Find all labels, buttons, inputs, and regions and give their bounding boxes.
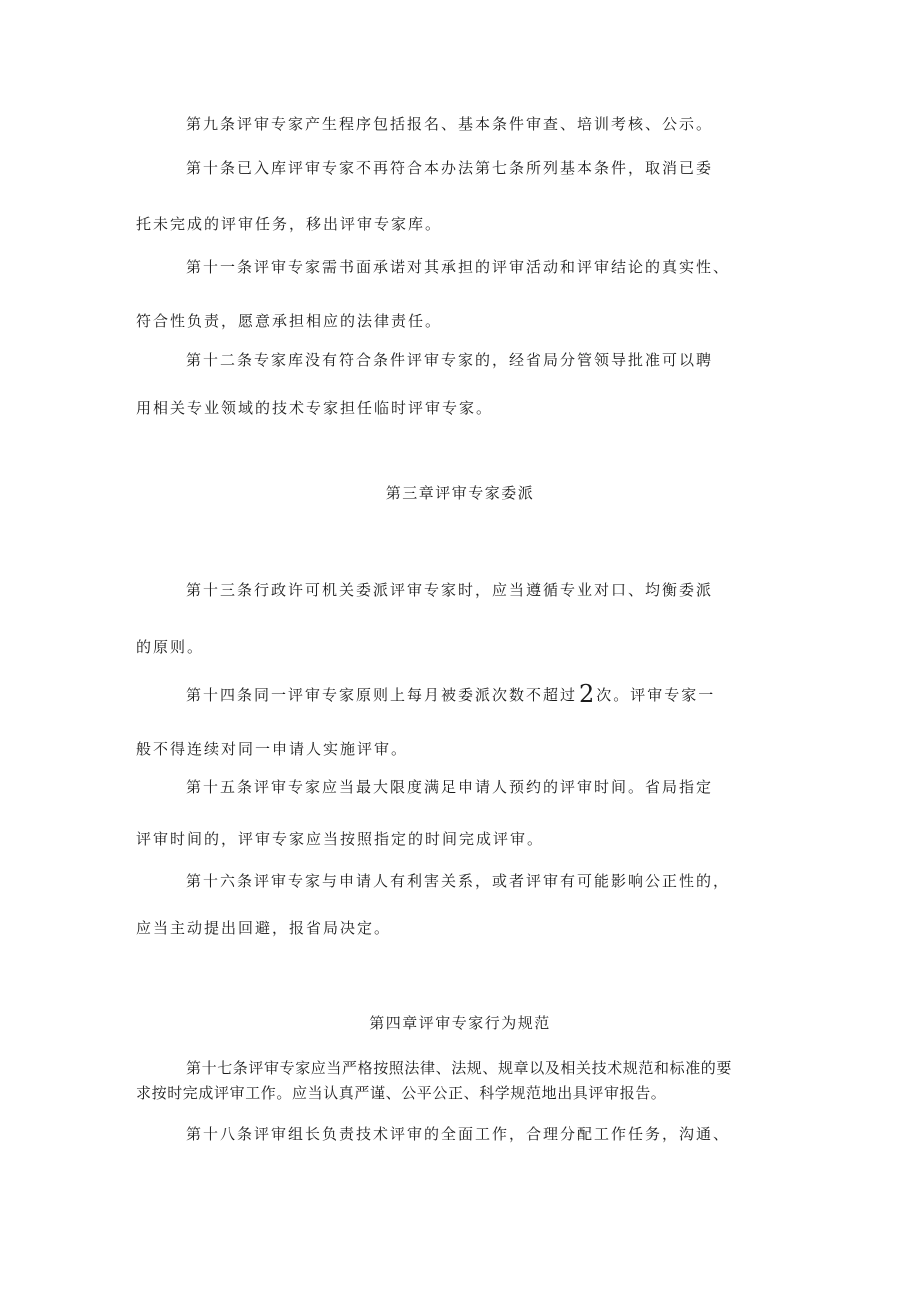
article-16-line-1: 第十六条评审专家与申请人有利害关系，或者评审有可能影响公正性的， <box>186 872 731 890</box>
article-17-line-2: 求按时完成评审工作。应当认真严谨、公平公正、科学规范地出具评审报告。 <box>136 1084 667 1102</box>
article-11-line-2: 符合性负责，愿意承担相应的法律责任。 <box>136 312 443 330</box>
article-14-line-1 <box>186 680 716 708</box>
chapter-3-heading: 第三章评审专家委派 <box>385 484 535 502</box>
article-14-number: 2 <box>579 680 595 708</box>
article-14-line-2: 般不得连续对同一申请人实施评审。 <box>136 740 409 758</box>
article-17-line-1: 第十七条评审专家应当严格按照法律、法规、规章以及相关技术规范和标准的要 <box>186 1059 733 1077</box>
article-9: 第九条评审专家产生程序包括报名、基本条件审查、培训考核、公示。 <box>186 115 714 133</box>
article-18-line-1: 第十八条评审组长负责技术评审的全面工作，合理分配工作任务，沟通、 <box>186 1125 731 1143</box>
article-13-line-1: 第十三条行政许可机关委派评审专家时，应当遵循专业对口、均衡委派 <box>186 581 714 599</box>
article-12-line-1: 第十二条专家库没有符合条件评审专家的，经省局分管领导批准可以聘 <box>186 351 714 369</box>
article-11-line-1: 第十一条评审专家需书面承诺对其承担的评审活动和评审结论的真实性、 <box>186 258 731 276</box>
article-16-line-2: 应当主动提出回避，报省局决定。 <box>136 919 392 937</box>
article-14-text-b: 次。评审专家一 <box>596 686 716 704</box>
article-10-line-1: 第十条已入库评审专家不再符合本办法第七条所列基本条件，取消已委 <box>186 159 714 177</box>
article-15-line-1: 第十五条评审专家应当最大限度满足申请人预约的评审时间。省局指定 <box>186 778 714 796</box>
chapter-4-heading: 第四章评审专家行为规范 <box>369 1014 551 1032</box>
article-12-line-2: 用相关专业领域的技术专家担任临时评审专家。 <box>136 399 494 417</box>
article-15-line-2: 评审时间的，评审专家应当按照指定的时间完成评审。 <box>136 830 545 848</box>
article-13-line-2: 的原则。 <box>136 638 205 656</box>
article-10-line-2: 托未完成的评审任务，移出评审专家库。 <box>136 215 443 233</box>
article-14-text-a: 第十四条同一评审专家原则上每月被委派次数不超过 <box>186 686 578 704</box>
